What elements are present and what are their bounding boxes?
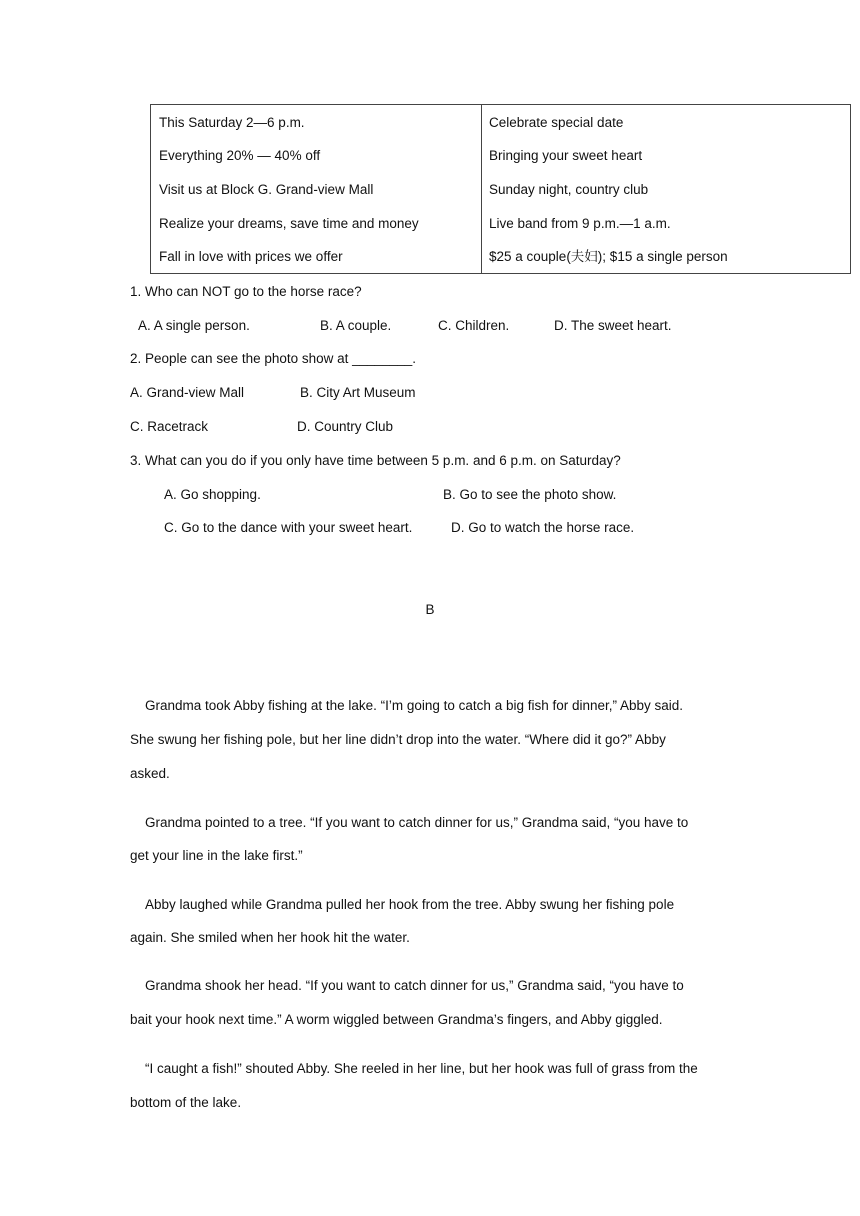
passage-line: “I caught a fish!” shouted Abby. She reeled in her line, but her hook was full of grass from the [145,1061,698,1076]
passage-line: get your line in the lake first.” [130,848,303,863]
ad-line: Celebrate special date [489,115,624,130]
option-b: B. City Art Museum [300,385,416,400]
passage-line: again. She smiled when her hook hit the water. [130,930,410,945]
passage-line: bottom of the lake. [130,1095,242,1110]
option-d: D. Country Club [297,419,394,434]
ad-table [150,104,851,274]
passage-line: Grandma shook her head. “If you want to catch dinner for us,” Grandma said, “you have to [145,978,684,993]
option-a: A. Grand-view Mall [130,385,245,400]
ad-line: Fall in love with prices we offer [159,249,343,264]
ad-line: Visit us at Block G. Grand-view Mall [159,182,374,197]
passage-line: asked. [130,766,170,781]
ad-line: Live band from 9 p.m.—1 a.m. [489,216,671,231]
option-a: A. Go shopping. [164,487,261,502]
option-c: C. Go to the dance with your sweet heart. [164,520,413,535]
ad-line: This Saturday 2—6 p.m. [159,115,305,130]
ad-column-left [151,105,482,273]
question-stem: 2. People can see the photo show at ________. [130,351,416,366]
option-d: D. Go to watch the horse race. [451,520,635,535]
passage-line: She swung her fishing pole, but her line didn’t drop into the water. “Where did it go?” Abby [130,732,666,747]
option-b: B. Go to see the photo show. [443,487,617,502]
section-label: B [425,602,435,617]
passage-line: Abby laughed while Grandma pulled her hook from the tree. Abby swung her fishing pole [145,897,675,912]
passage-line: Grandma took Abby fishing at the lake. “I’m going to catch a big fish for dinner,” Abby said. [145,698,684,713]
option-b: B. A couple. [320,318,392,333]
passage-line: bait your hook next time.” A worm wiggled between Grandma’s fingers, and Abby giggled. [130,1012,663,1027]
ad-line: Sunday night, country club [489,182,649,197]
question-stem: 1. Who can NOT go to the horse race? [130,284,362,299]
ad-column-right [482,105,850,273]
ad-line: Realize your dreams, save time and money [159,216,419,231]
option-a: A. A single person. [138,318,250,333]
ad-line: Everything 20% — 40% off [159,148,321,163]
ad-line: $25 a couple(夫妇); $15 a single person [489,249,728,264]
option-c: C. Children. [438,318,510,333]
question-stem: 3. What can you do if you only have time between 5 p.m. and 6 p.m. on Saturday? [130,453,621,468]
passage-line: Grandma pointed to a tree. “If you want to catch dinner for us,” Grandma said, “you have to [145,815,689,830]
option-c: C. Racetrack [130,419,209,434]
option-d: D. The sweet heart. [554,318,672,333]
ad-line: Bringing your sweet heart [489,148,643,163]
